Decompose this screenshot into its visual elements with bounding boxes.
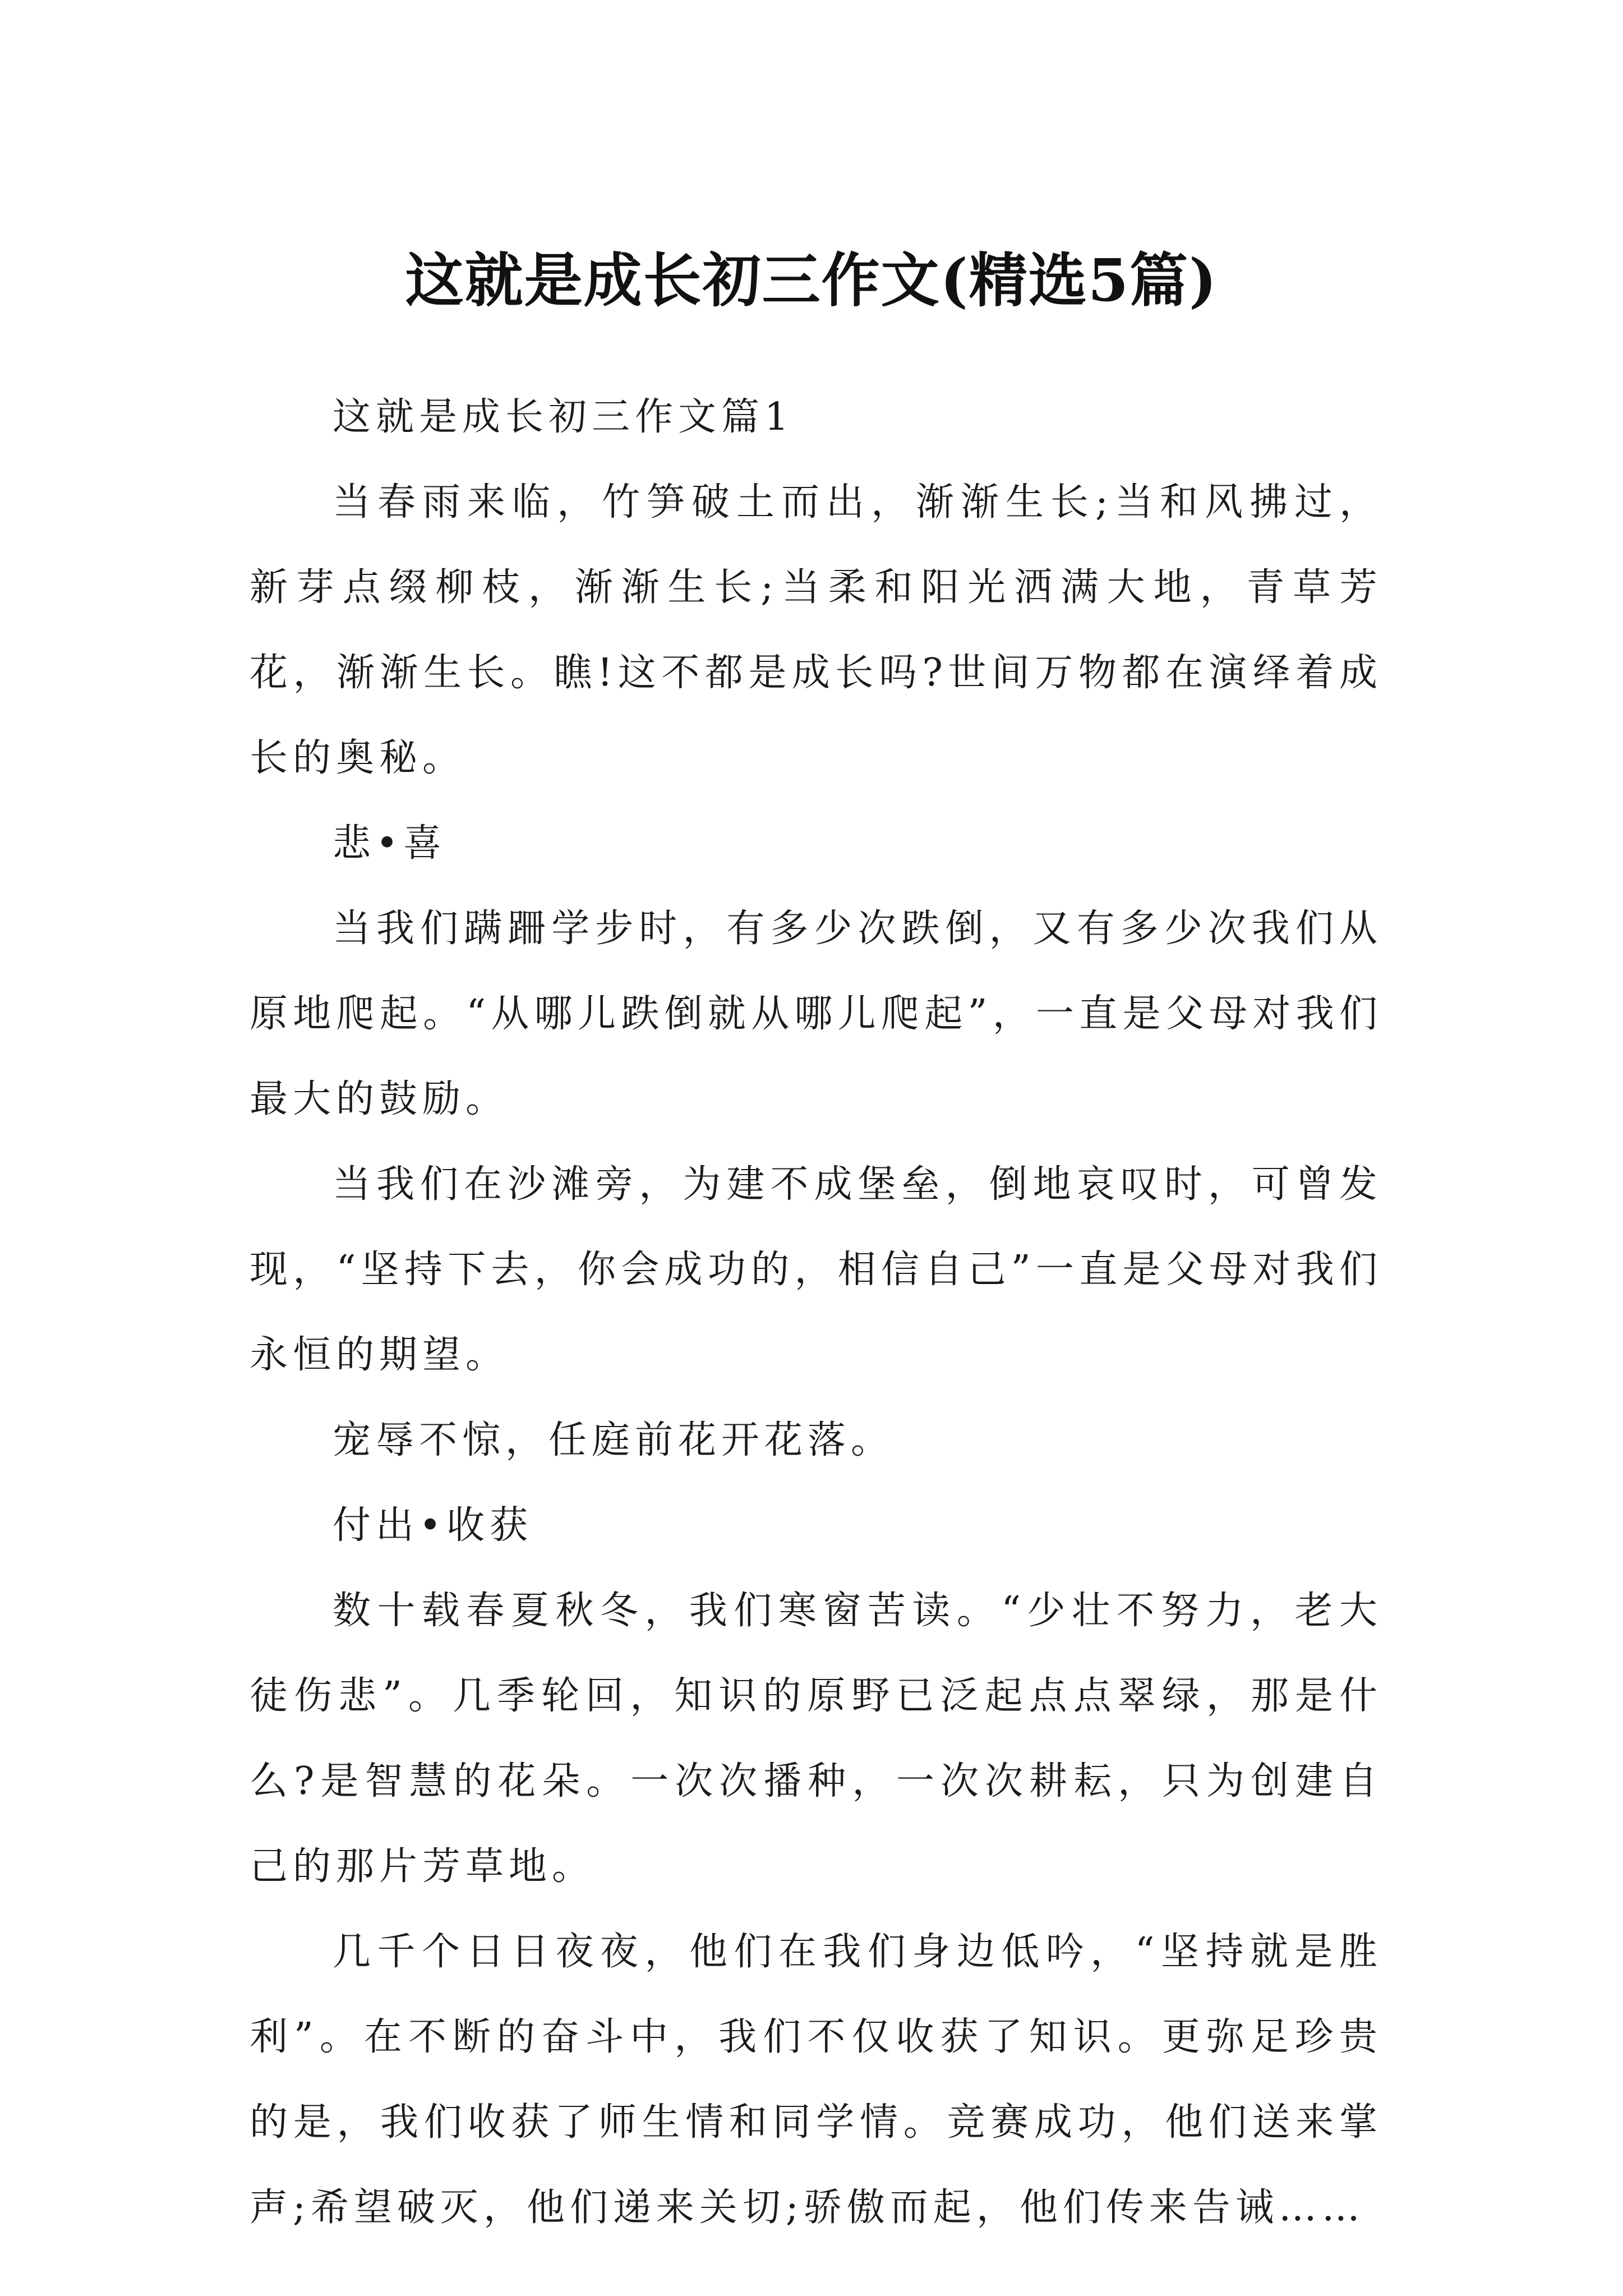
paragraph-learning-to-walk: 当我们蹒跚学步时，有多少次跌倒，又有多少次我们从原地爬起。“从哪儿跌倒就从哪儿爬起”，一直是父母对我们最大的鼓励。 bbox=[250, 907, 1382, 1121]
paragraph-calm: 宠辱不惊，任庭前花开花落。 bbox=[333, 1418, 895, 1462]
subheading-sorrow-joy: 悲•喜 bbox=[333, 821, 447, 866]
section-heading-essay-1: 这就是成长初三作文篇1 bbox=[333, 395, 794, 439]
paragraph-days-and-nights: 几千个日日夜夜，他们在我们身边低吟，“坚持就是胜利”。在不断的奋斗中，我们不仅收获了知识。更弥足珍贵的是，我们收获了师生情和同学情。竞赛成功，他们送来掌声;希望破灭，他们递来关切;骄傲而起，他们传来告诫…… bbox=[250, 1930, 1382, 2230]
document-title: 这就是成长初三作文(精选5篇) bbox=[405, 245, 1218, 315]
paragraph-intro: 当春雨来临，竹笋破土而出，渐渐生长;当和风拂过，新芽点缀柳枝，渐渐生长;当柔和阳光洒满大地，青草芳花，渐渐生长。瞧!这不都是成长吗?世间万物都在演绎着成长的奥秘。 bbox=[250, 480, 1382, 780]
paragraph-sand-castle: 当我们在沙滩旁，为建不成堡垒，倒地哀叹时，可曾发现，“坚持下去，你会成功的，相信自己”一直是父母对我们永恒的期望。 bbox=[250, 1162, 1382, 1377]
paragraph-study-years: 数十载春夏秋冬，我们寒窗苦读。“少壮不努力，老大徒伤悲”。几季轮回，知识的原野已泛起点点翠绿，那是什么?是智慧的花朵。一次次播种，一次次耕耘，只为创建自己的那片芳草地。 bbox=[250, 1589, 1382, 1889]
document-body bbox=[250, 375, 1382, 2251]
subheading-effort-harvest: 付出•收获 bbox=[333, 1503, 533, 1548]
